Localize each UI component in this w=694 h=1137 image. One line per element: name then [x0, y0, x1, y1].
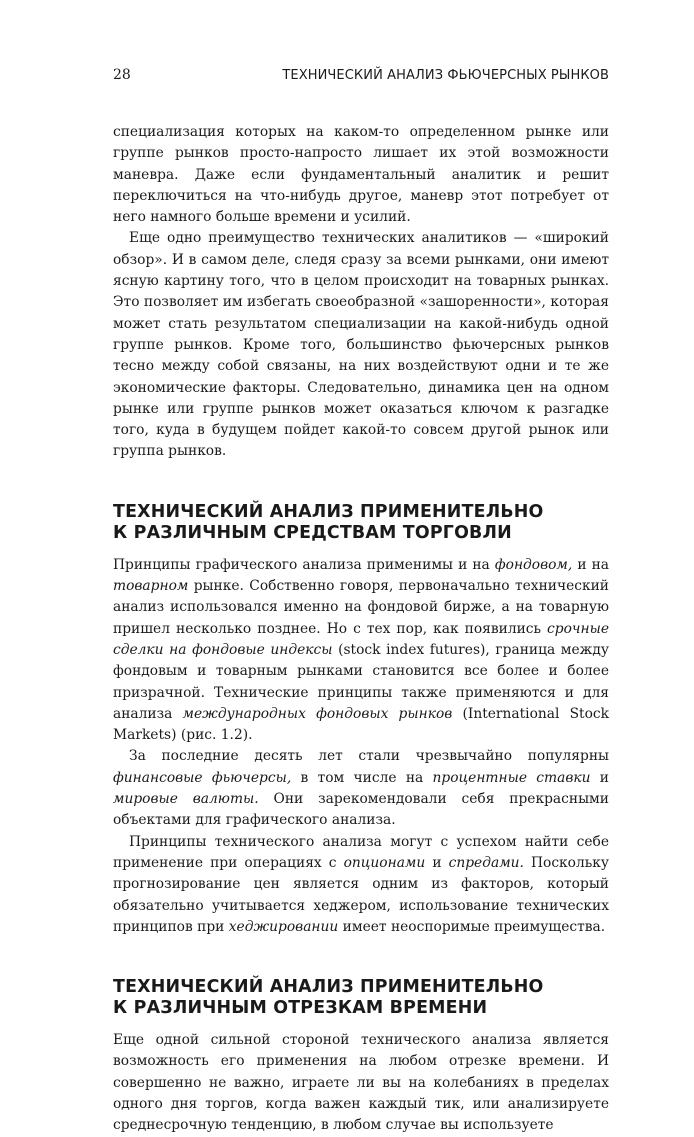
page-body	[113, 122, 609, 1137]
italic-term: финансовые фьючерсы,	[113, 769, 292, 786]
italic-term: спредами.	[448, 854, 524, 871]
section-heading	[113, 502, 609, 544]
paragraph: Еще одной сильной стороной технического анализа является возможность его применения на любом отрезке времени. И совершенно не важно, играете ли вы на колебаниях в пределах одного дня торгов, когда важен каждый тик, или анализируете среднесрочную тенденцию, в любом случае вы используете	[113, 1032, 609, 1134]
italic-term: срочные сделки на фондовые индексы	[113, 620, 609, 658]
italic-term: товарном	[113, 578, 189, 595]
paragraph: За последние десять лет стали чрезвычайно популярны финансовые фьючерсы, в том числе на процентные ставки и мировые валюты. Они зарекомендовали себя прекрасными объектами для графического анализа.	[113, 748, 609, 829]
italic-term: опционами	[343, 854, 426, 871]
italic-term: фондовом,	[494, 556, 573, 573]
section-heading	[113, 977, 609, 1019]
italic-term: международных фондовых рынков	[182, 705, 453, 722]
section-heading-line: ТЕХНИЧЕСКИЙ АНАЛИЗ ПРИМЕНИТЕЛЬНО	[113, 501, 544, 522]
section-heading-line: К РАЗЛИЧНЫМ ОТРЕЗКАМ ВРЕМЕНИ	[113, 998, 488, 1019]
paragraph: Принципы технического анализа могут с успехом найти себе применение при операциях с опционами и спредами. Поскольку прогнозирование цен является одним из факторов, который обязательно учитывается хеджером, использование технических принципов при хеджировании имеет неоспоримые преимущества.	[113, 833, 609, 935]
italic-term: процентные ставки	[432, 769, 591, 786]
page-header	[113, 66, 609, 85]
section-heading-line: К РАЗЛИЧНЫМ СРЕДСТВАМ ТОРГОВЛИ	[113, 522, 512, 543]
italic-term: мировые валюты.	[113, 791, 259, 808]
paragraph: Еще одно преимущество технических аналитиков — «широкий обзор». И в самом деле, следя сразу за всеми рынками, они имеют ясную картину того, что в целом происходит на товарных рынках. Это позволяет им избегать своеобразной «зашоренности», которая может стать результатом специализации на какой-нибудь одной группе рынков. Кроме того, большинство фьючерсных рынков тесно между собой связаны, на них воздействуют одни и те же экономические факторы. Следовательно, динамика цен на одном рынке или группе рынков может оказаться ключом к разгадке того, куда в будущем пойдет какой-то совсем другой рынок или группа рынков.	[113, 230, 609, 460]
italic-term: хеджировании	[228, 918, 339, 935]
paragraph: специализация которых на каком-то определенном рынке или группе рынков просто-напросто лишает их этой возможности маневра. Даже если фундаментальный аналитик и решит переключиться на что-нибудь другое, маневр этот потребует от него намного больше времени и усилий.	[113, 124, 609, 226]
section-heading-line: ТЕХНИЧЕСКИЙ АНАЛИЗ ПРИМЕНИТЕЛЬНО	[113, 977, 544, 998]
running-title: ТЕХНИЧЕСКИЙ АНАЛИЗ ФЬЮЧЕРСНЫХ РЫНКОВ	[282, 68, 609, 83]
page-number: 28	[113, 67, 131, 83]
paragraph: Принципы графического анализа применимы и на фондовом, и на товарном рынке. Собственно говоря, первоначально технический анализ использовался именно на фондовой бирже, а на товарную пришел несколько позднее. Но с тех пор, как появились срочные сделки на фондовые индексы (stock index futures), граница между фондовым и товарным рынками становится все более и более призрачной. Технические принципы также применяются и для анализа международных фондовых рынков (International Stock Markets) (рис. 1.2).	[113, 556, 609, 744]
